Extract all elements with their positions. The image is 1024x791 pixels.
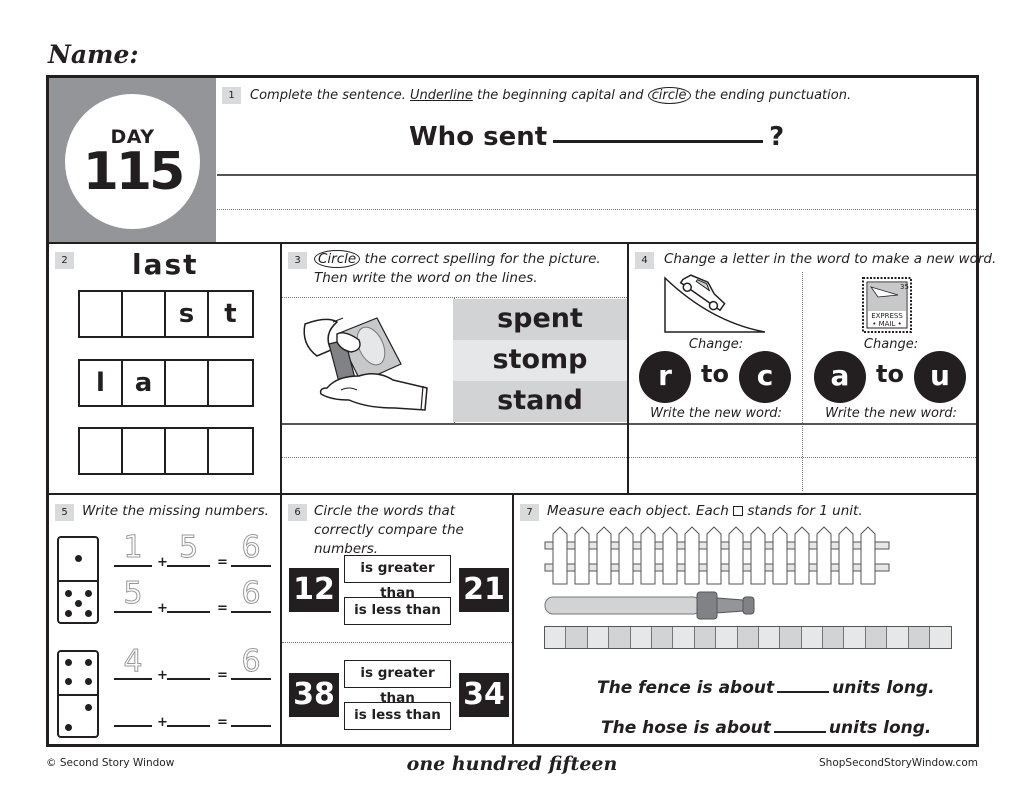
unit-square [673, 627, 694, 648]
name-label: Name: [48, 40, 139, 69]
day-badge [65, 94, 200, 229]
answer-blank[interactable] [114, 725, 152, 727]
equals-sign: = [217, 555, 228, 570]
section-number-6: 6 [288, 504, 307, 521]
divider [512, 493, 514, 747]
traced-number: 6 [241, 644, 261, 679]
day-word: DAY [110, 126, 155, 148]
sentence-text: The hose is about [601, 718, 771, 738]
unit-square [823, 627, 844, 648]
hands-money-illustration [297, 304, 437, 416]
instruction-circle-word: circle [648, 87, 691, 104]
domino-pip [65, 610, 72, 617]
answer-blank[interactable] [167, 565, 210, 567]
letter-cell[interactable] [209, 429, 252, 473]
letter-cell[interactable] [80, 429, 123, 473]
traced-number: 6 [241, 530, 261, 565]
equals-sign: = [217, 668, 228, 683]
instruction-text: the beginning capital and [476, 88, 644, 103]
domino-4-2 [57, 650, 99, 738]
unit-square [588, 627, 609, 648]
domino-pip [65, 678, 72, 685]
unit-square [566, 627, 587, 648]
domino-pip [85, 659, 92, 666]
traced-number: 6 [241, 576, 261, 611]
letter-box-row-3 [78, 427, 254, 475]
dotted-divider [282, 642, 512, 643]
domino-pip [65, 590, 72, 597]
unit-square [866, 627, 887, 648]
domino-pip [65, 724, 72, 731]
domino-1-5 [57, 536, 99, 624]
to-letter-u: u [914, 351, 966, 403]
letter-cell[interactable] [80, 292, 123, 336]
plus-sign: + [157, 715, 168, 730]
express-mail-stamp-illustration [862, 277, 912, 333]
unit-square [652, 627, 673, 648]
answer-blank[interactable] [114, 611, 152, 613]
plus-sign: + [157, 555, 168, 570]
new-word-writing-area-1[interactable] [629, 425, 802, 491]
domino-pip [85, 678, 92, 685]
from-letter-a: a [814, 351, 866, 403]
sentence-start: Who sent [409, 122, 548, 152]
section-7-instruction [547, 502, 863, 521]
section-5-instruction: Write the missing numbers. [82, 503, 269, 519]
unit-square-icon [733, 506, 743, 516]
domino-pip [75, 600, 82, 607]
plus-sign: + [157, 668, 168, 683]
fence-length-blank[interactable] [777, 691, 829, 693]
compare-number-right: 21 [459, 568, 509, 612]
car-on-ramp-illustration [661, 272, 771, 336]
from-letter-r: r [639, 351, 691, 403]
spelling-writing-area[interactable] [282, 425, 627, 491]
instruction-underline-word: Underline [410, 88, 473, 103]
to-word: to [701, 360, 729, 388]
unit-square [716, 627, 737, 648]
answer-blank[interactable] [231, 565, 271, 567]
domino-pip [75, 555, 82, 562]
domino-pip [85, 610, 92, 617]
traced-number: 1 [123, 530, 143, 565]
section-6-instruction: Circle the words that correctly compare the numbers. [314, 503, 464, 557]
answer-blank[interactable] [231, 725, 271, 727]
instruction-text: Measure each object. Each [547, 503, 729, 519]
compare-number-right: 34 [459, 673, 509, 717]
section-4-instruction: Change a letter in the word to make a new word. [664, 251, 997, 267]
section-number-5: 5 [55, 504, 74, 521]
unit-square [909, 627, 930, 648]
section-number-3: 3 [288, 252, 307, 269]
letter-box-row-2 [78, 359, 254, 407]
sentence-text: units long. [832, 678, 935, 698]
letter-cell[interactable] [166, 429, 209, 473]
answer-blank[interactable] [167, 725, 210, 727]
divider [280, 493, 282, 747]
section-1-instruction [250, 86, 851, 105]
answer-blank[interactable] [114, 565, 152, 567]
plus-sign: + [157, 601, 168, 616]
unit-square [802, 627, 823, 648]
compare-number-left: 38 [289, 673, 339, 717]
section-number-4: 4 [635, 252, 654, 269]
compare-number-left: 12 [289, 568, 339, 612]
day-block [49, 78, 216, 242]
instruction-text: stands for 1 unit. [747, 503, 863, 519]
section-number-1: 1 [222, 87, 241, 104]
letter-cell[interactable] [166, 361, 209, 405]
letter-cell[interactable]: l [80, 361, 123, 405]
domino-pip [65, 659, 72, 666]
hose-illustration [543, 590, 763, 620]
write-new-word-label: Write the new word: [650, 406, 782, 421]
compare-option-greater[interactable]: is greater than [344, 660, 451, 688]
spelling-option-stomp[interactable]: stomp [453, 340, 627, 381]
spelling-option-spent[interactable]: spent [453, 299, 627, 340]
compare-option-greater[interactable]: is greater than [344, 555, 451, 583]
section-number-7: 7 [520, 504, 539, 521]
answer-blank[interactable] [167, 678, 210, 680]
instruction-text: Complete the sentence. [250, 88, 406, 103]
sentence-blank[interactable] [553, 140, 763, 143]
answer-blank[interactable] [231, 611, 271, 613]
letter-cell[interactable]: t [224, 299, 237, 329]
worksheet [46, 75, 997, 747]
copyright: © Second Story Window [46, 757, 175, 769]
sentence-writing-area[interactable] [217, 175, 976, 242]
letter-cell[interactable]: a [123, 361, 166, 405]
letter-cell[interactable] [123, 292, 166, 336]
divider [49, 242, 976, 244]
answer-blank[interactable] [167, 611, 210, 613]
answer-blank[interactable] [231, 678, 271, 680]
instruction-circle-word: Circle [314, 250, 360, 268]
compare-option-less[interactable]: is less than [344, 702, 451, 730]
unit-square [738, 627, 759, 648]
letter-cell[interactable]: s [166, 292, 209, 336]
sentence-text: units long. [828, 718, 932, 738]
instruction-text: the correct spelling for the picture. Then write the word on the lines. [314, 251, 601, 286]
instruction-text: the ending punctuation. [694, 88, 852, 103]
to-word: to [876, 360, 904, 388]
unit-square [609, 627, 630, 648]
unit-square [695, 627, 716, 648]
unit-square [887, 627, 908, 648]
page-number-words: one hundred fifteen [406, 753, 618, 775]
new-word-writing-area-2[interactable] [803, 425, 976, 491]
section-3-instruction [314, 250, 614, 288]
unit-square [844, 627, 865, 648]
letter-cell[interactable] [209, 361, 252, 405]
letter-box-row-1 [78, 290, 254, 338]
website-link[interactable]: ShopSecondStoryWindow.com [819, 757, 978, 769]
domino-pip [85, 704, 92, 711]
unit-square [631, 627, 652, 648]
unit-square [759, 627, 780, 648]
to-letter-c: c [739, 351, 791, 403]
change-label: Change: [863, 337, 919, 352]
equals-sign: = [217, 601, 228, 616]
target-word: last [132, 248, 199, 281]
sentence-prompt [409, 122, 784, 152]
section-number-2: 2 [55, 252, 74, 269]
change-label: Change: [688, 337, 744, 352]
fence-illustration [543, 526, 893, 586]
equals-sign: = [217, 715, 228, 730]
svg-text:EXPRESS: EXPRESS [871, 312, 903, 320]
traced-number: 5 [123, 576, 143, 611]
svg-text:35: 35 [900, 283, 909, 291]
traced-number: 4 [123, 644, 143, 679]
day-number: 115 [82, 142, 183, 202]
unit-measuring-strip [544, 626, 952, 649]
sentence-text: The fence is about [597, 678, 775, 698]
fence-answer-sentence [597, 678, 935, 698]
sentence-end: ? [769, 122, 785, 152]
unit-square [545, 627, 566, 648]
write-new-word-label: Write the new word: [825, 406, 957, 421]
spelling-option-stand[interactable]: stand [453, 381, 627, 422]
letter-cell[interactable] [123, 429, 166, 473]
domino-pip [85, 590, 92, 597]
unit-square [930, 627, 951, 648]
traced-number: 5 [178, 530, 199, 565]
unit-square [780, 627, 801, 648]
hose-answer-sentence [601, 718, 931, 738]
hose-length-blank[interactable] [774, 731, 826, 733]
answer-blank[interactable] [114, 678, 152, 680]
svg-text:• MAIL •: • MAIL • [872, 320, 902, 328]
compare-option-less[interactable]: is less than [344, 597, 451, 625]
